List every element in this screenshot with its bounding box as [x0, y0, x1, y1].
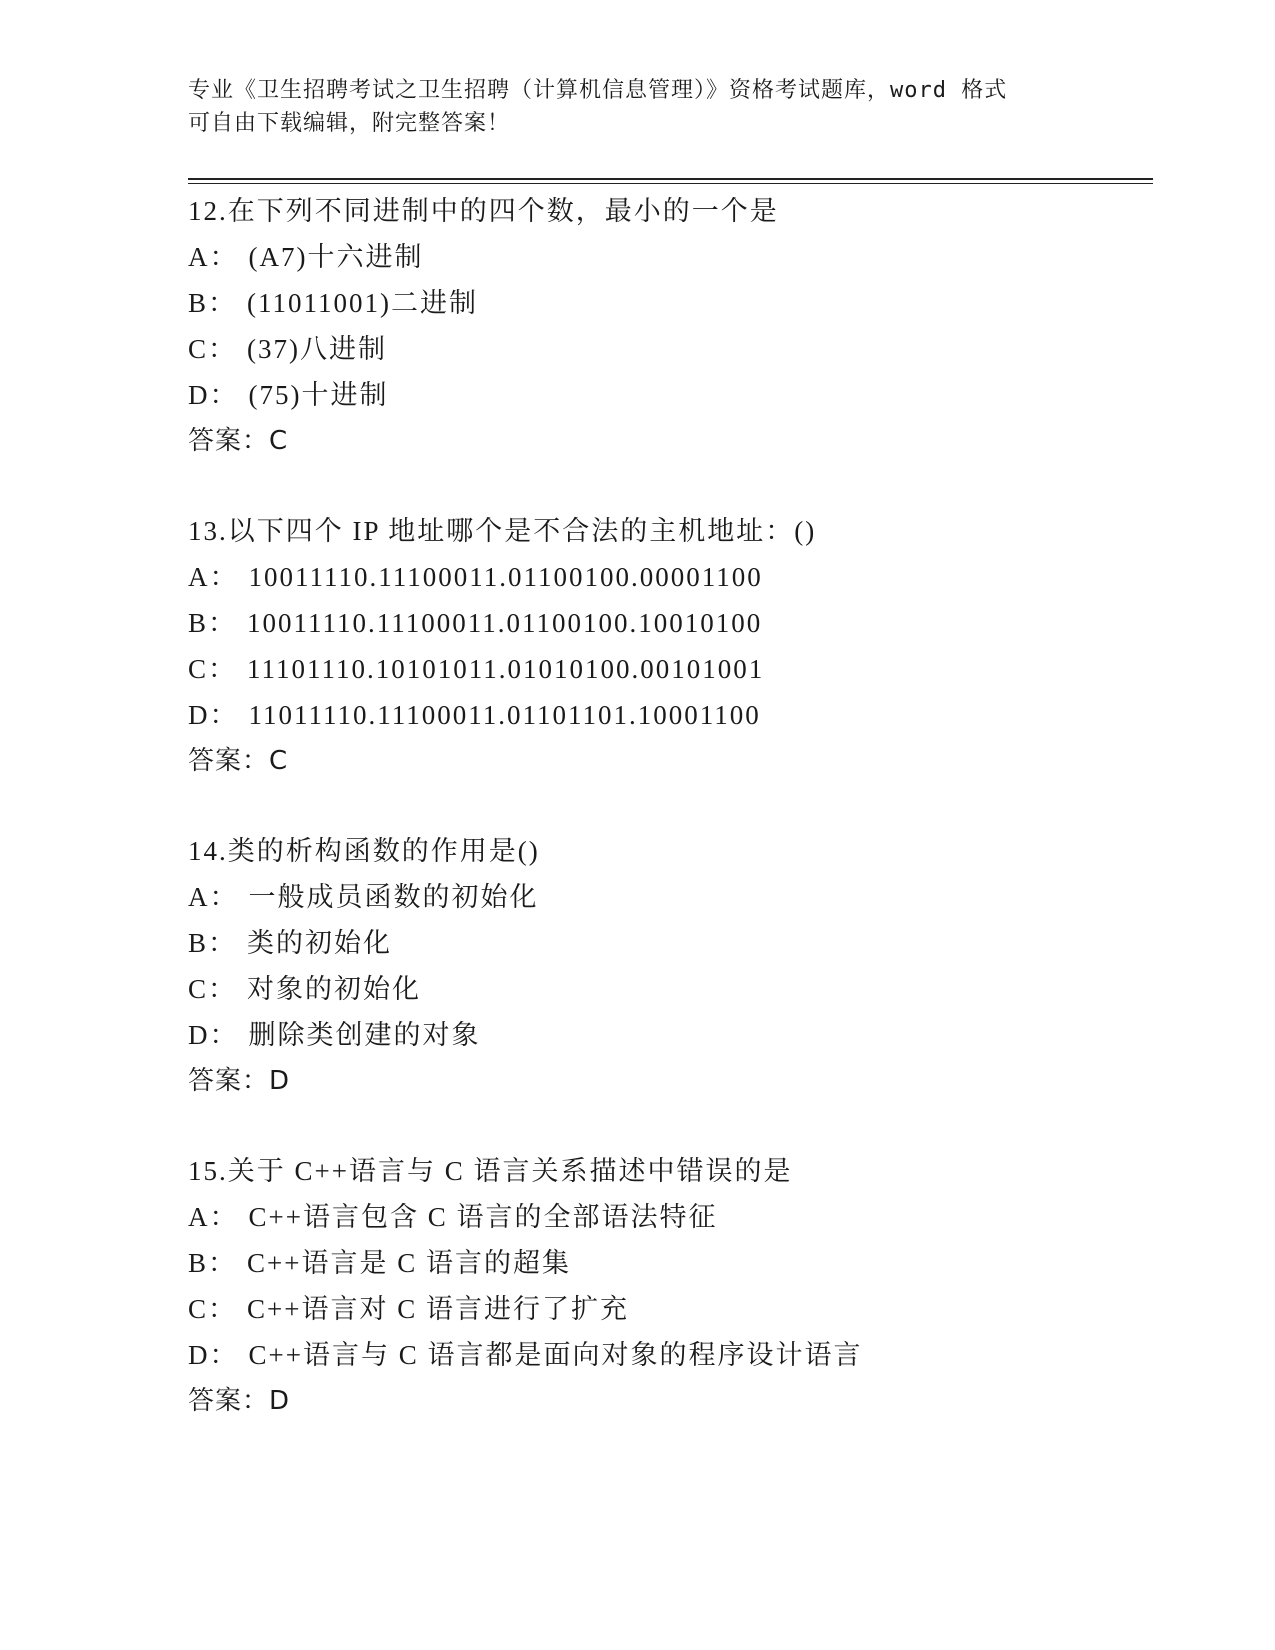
option-key: C：	[188, 654, 238, 684]
option-text: (75)十进制	[248, 380, 389, 410]
option-key: D：	[188, 1340, 239, 1370]
option-key: D：	[188, 380, 239, 410]
question-block-14	[188, 828, 1148, 1104]
option-c	[188, 326, 1148, 372]
answer-line: 答案：D	[188, 1386, 291, 1416]
option-b	[188, 920, 1148, 966]
question-block-13	[188, 508, 1148, 784]
option-a	[188, 1194, 1148, 1240]
question-stem: 15.关于 C++语言与 C 语言关系描述中错误的是	[188, 1156, 793, 1186]
question-stem: 14.类的析构函数的作用是()	[188, 836, 540, 866]
option-text: C++语言与 C 语言都是面向对象的程序设计语言	[248, 1340, 863, 1370]
option-key: C：	[188, 1294, 238, 1324]
option-a	[188, 234, 1148, 280]
option-text: 11101110.10101011.01010100.00101001	[247, 654, 765, 684]
option-c	[188, 1286, 1148, 1332]
option-text: C++语言对 C 语言进行了扩充	[247, 1294, 629, 1324]
answer-line: 答案：C	[188, 746, 289, 776]
question-block-15	[188, 1148, 1148, 1424]
option-c	[188, 646, 1148, 692]
option-key: C：	[188, 974, 238, 1004]
option-key: C：	[188, 334, 238, 364]
option-key: A：	[188, 562, 239, 592]
option-key: B：	[188, 928, 238, 958]
option-b	[188, 1240, 1148, 1286]
option-key: A：	[188, 882, 239, 912]
option-b	[188, 600, 1148, 646]
option-text: C++语言是 C 语言的超集	[247, 1248, 571, 1278]
header-line-2: 可自由下载编辑，附完整答案！	[188, 111, 511, 136]
answer-line: 答案：D	[188, 1066, 291, 1096]
question-stem: 12.在下列不同进制中的四个数，最小的一个是	[188, 196, 779, 226]
question-stem: 13.以下四个 IP 地址哪个是不合法的主机地址：()	[188, 516, 817, 546]
option-b	[188, 280, 1148, 326]
option-d	[188, 1332, 1148, 1378]
option-key: A：	[188, 1202, 239, 1232]
option-text: (37)八进制	[247, 334, 387, 364]
option-key: B：	[188, 1248, 238, 1278]
option-d	[188, 692, 1148, 738]
option-text: C++语言包含 C 语言的全部语法特征	[248, 1202, 718, 1232]
option-d	[188, 372, 1148, 418]
option-text: 10011110.11100011.01100100.00001100	[248, 562, 763, 592]
option-key: A：	[188, 242, 239, 272]
option-text: 对象的初始化	[247, 974, 422, 1004]
option-text: 10011110.11100011.01100100.10010100	[247, 608, 763, 638]
option-d	[188, 1012, 1148, 1058]
option-text: (11011001)二进制	[247, 288, 478, 318]
header-divider-thin	[188, 183, 1153, 184]
option-key: D：	[188, 700, 239, 730]
header-line-1: 专业《卫生招聘考试之卫生招聘（计算机信息管理）》资格考试题库，word 格式	[188, 78, 1008, 103]
option-text: 一般成员函数的初始化	[248, 882, 539, 912]
option-key: B：	[188, 608, 238, 638]
option-key: B：	[188, 288, 238, 318]
document-header	[188, 74, 1088, 140]
option-text: 删除类创建的对象	[248, 1020, 481, 1050]
option-key: D：	[188, 1020, 239, 1050]
option-a	[188, 554, 1148, 600]
option-text: (A7)十六进制	[248, 242, 424, 272]
option-c	[188, 966, 1148, 1012]
answer-line: 答案：C	[188, 426, 289, 456]
question-block-12	[188, 188, 1148, 464]
option-text: 11011110.11100011.01101101.10001100	[248, 700, 761, 730]
option-text: 类的初始化	[247, 928, 393, 958]
header-divider-thick	[188, 178, 1153, 180]
option-a	[188, 874, 1148, 920]
